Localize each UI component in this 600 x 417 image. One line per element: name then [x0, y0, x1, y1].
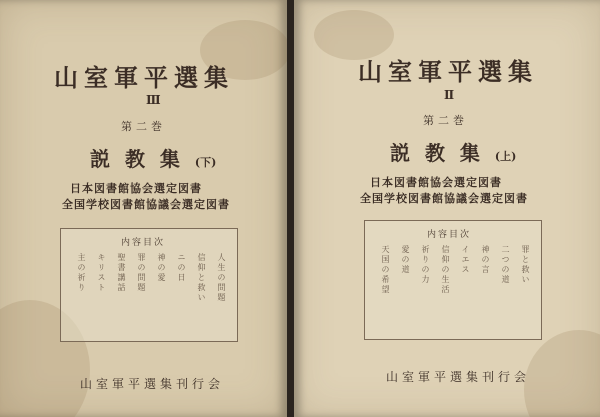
selection-line-2: 全国学校図書館協議会選定図書 [62, 198, 230, 211]
subtitle-part: (上) [494, 150, 517, 163]
contents-column: 罪の問題 [137, 253, 146, 293]
contents-column: キリスト [97, 253, 106, 293]
volume-label: 第二巻 [423, 114, 468, 127]
volume-numeral: Ⅱ [444, 88, 455, 102]
contents-column: 天国の希望 [381, 245, 390, 295]
contents-column: 主の祈り [77, 253, 86, 293]
book-gap [287, 0, 294, 417]
contents-column: 信仰の生活 [441, 245, 450, 295]
selection-line-1: 日本図書館協会選定図書 [70, 182, 202, 195]
book-cover-right [294, 0, 600, 417]
contents-column: 愛の道 [401, 245, 410, 275]
subtitle-part: (下) [194, 156, 217, 169]
subtitle-main: 説 教 集 [90, 147, 184, 171]
contents-column: 罪と救い [521, 245, 530, 285]
subtitle [90, 143, 216, 172]
volume-numeral: Ⅲ [146, 93, 161, 107]
contents-column: 神の言 [481, 245, 490, 275]
contents-column: 二つの道 [501, 245, 510, 285]
volume-label: 第二巻 [121, 120, 166, 133]
selection-line-2: 全国学校図書館協議会選定図書 [360, 192, 528, 205]
series-title: 山室軍平選集 [358, 57, 538, 86]
contents-box [60, 228, 238, 342]
book-cover-left [0, 0, 287, 417]
contents-box [364, 220, 542, 340]
contents-column: 神の愛 [157, 253, 166, 283]
contents-column: 聖書講話 [117, 253, 126, 293]
subtitle [390, 137, 516, 166]
contents-title: 内容目次 [427, 230, 472, 240]
contents-column: 信仰と救い [197, 253, 206, 303]
contents-title: 内容目次 [121, 238, 166, 248]
age-stain [524, 330, 600, 417]
contents-column: 人生の問題 [217, 253, 226, 303]
contents-column: 祈りの力 [421, 245, 430, 285]
subtitle-main: 説 教 集 [390, 141, 484, 165]
contents-column: ニの日 [177, 253, 186, 283]
contents-column: イエス [461, 245, 470, 275]
publisher: 山室軍平選集刊行会 [386, 370, 531, 384]
series-title: 山室軍平選集 [54, 63, 234, 92]
selection-line-1: 日本図書館協会選定図書 [370, 176, 502, 189]
publisher: 山室軍平選集刊行会 [80, 377, 225, 391]
